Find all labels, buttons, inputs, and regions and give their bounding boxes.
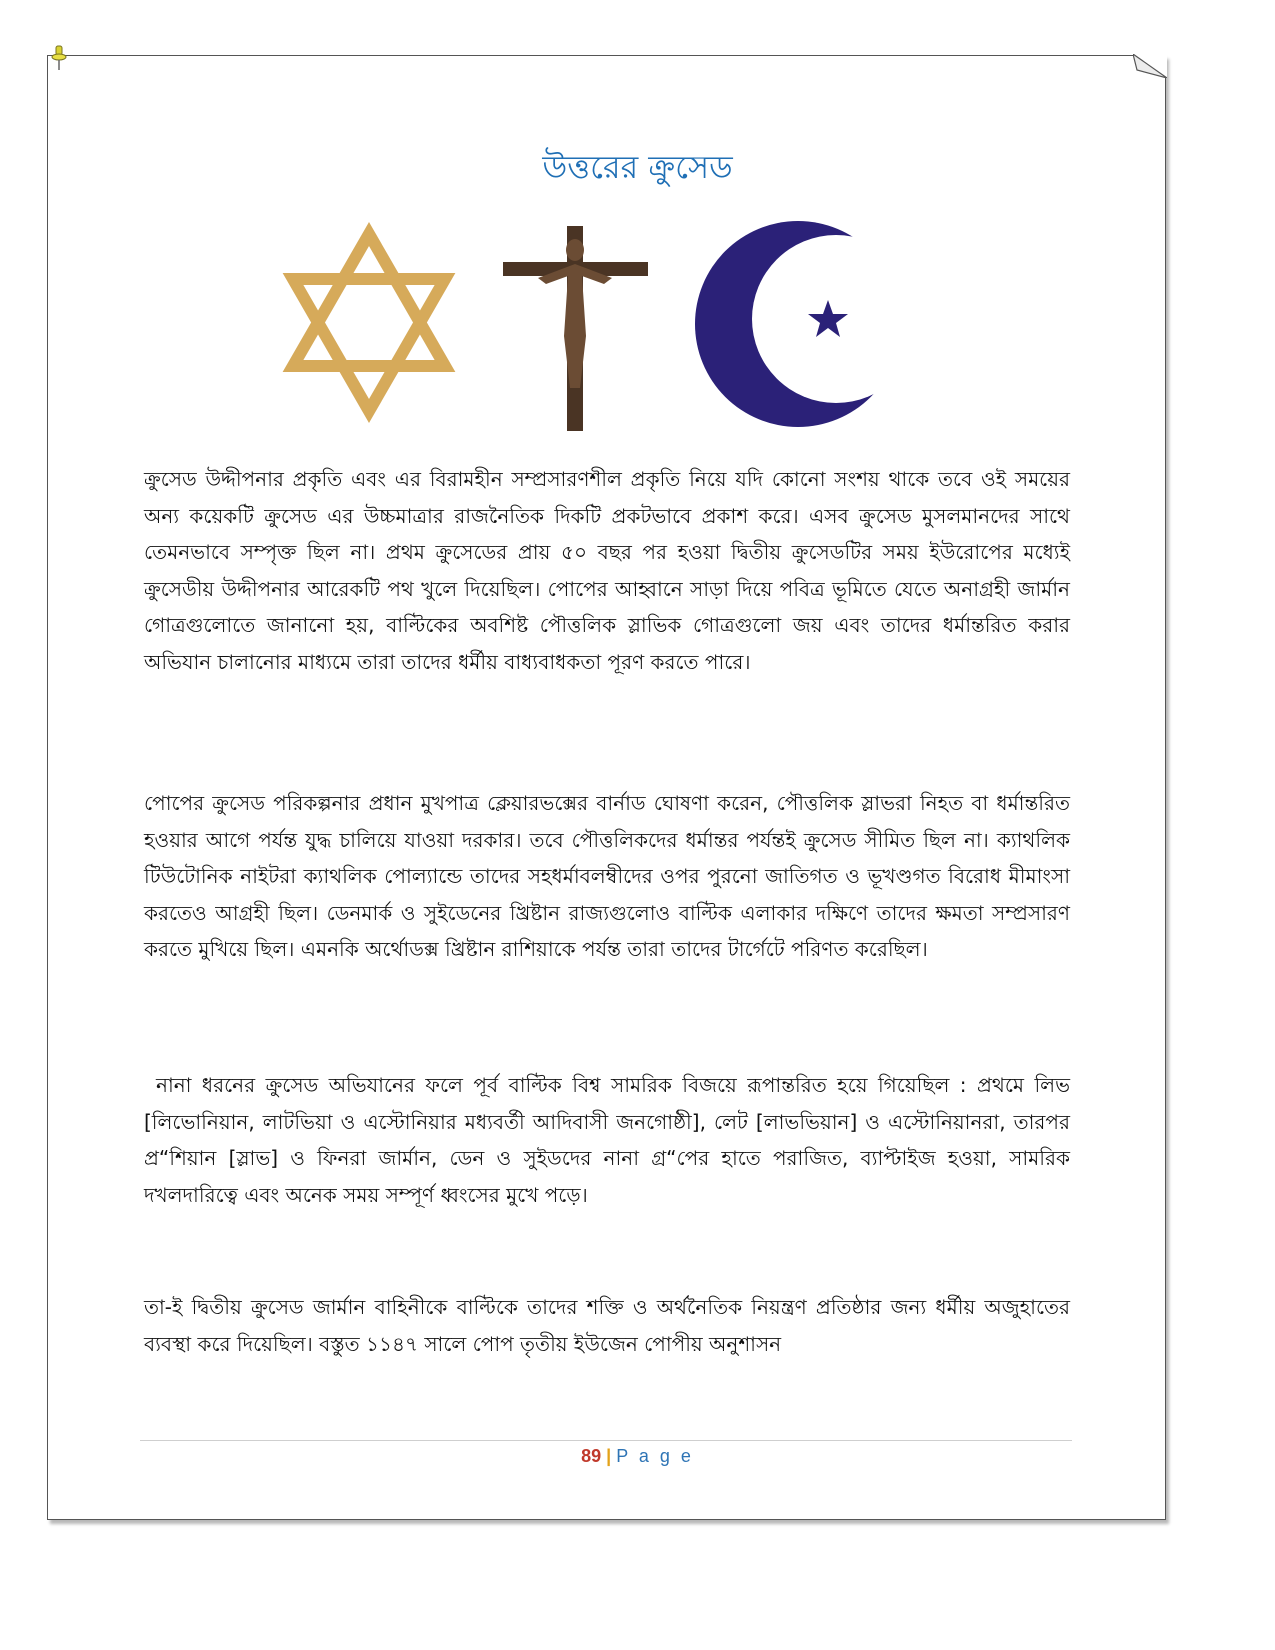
paragraph-3: নানা ধরনের ক্রুসেড অভিযানের ফলে পূর্ব বাল্টিক বিশ্ব সামরিক বিজয়ে রূপান্তরিত হয়ে গিয়েছিল : প্রথমে লিভ [লিভোনিয়ান, লাটভিয়া ও এস্টোনিয়ার মধ্যবর্তী আদিবাসী জনগোষ্ঠী], লেট [লাভভিয়ান] ও এস্টোনিয়ানরা, তারপর প্র“শিয়ান [স্লাভ] ও ফিনরা জার্মান, ডেন ও সুইডদের নানা গ্র“পের হাতে পরাজিত, ব্যাপ্টাইজ হওয়া, সামরিক দখলদারিত্বে এবং অনেক সময় সম্পূর্ণ ধ্বংসের মুখে পড়ে। xyxy=(144,1073,1070,1207)
page-title: উত্তরের ক্রুসেড xyxy=(542,148,733,186)
paragraph-2: পোপের ক্রুসেড পরিকল্পনার প্রধান মুখপাত্র ক্লেয়ারভক্সের বার্নাড ঘোষণা করেন, পৌত্তলিক স্লাভরা নিহত বা ধর্মান্তরিত হওয়ার আগে পর্যন্ত যুদ্ধ চালিয়ে যাওয়া দরকার। তবে পৌত্তলিকদের ধর্মান্তর পর্যন্তই ক্রুসেড সীমিত ছিল না। ক্যাথলিক টিউটোনিক নাইটরা ক্যাথলিক পোল্যান্ডে তাদের সহধর্মাবলম্বীদের ওপর পুরনো জাতিগত ও ভূখণ্ডগত বিরোধ মীমাংসা করতেও আগ্রহী ছিল। ডেনমার্ক ও সুইডেনের খ্রিষ্টান রাজ্যগুলোও বাল্টিক এলাকার দক্ষিণে তাদের ক্ষমতা সম্প্রসারণ করতে মুখিয়ে ছিল। এমনকি অর্থোডক্স খ্রিষ্টান রাশিয়াকে পর্যন্ত তারা তাদের টার্গেটে পরিণত করেছিল। xyxy=(144,791,1070,961)
footer-divider xyxy=(140,1440,1072,1441)
pushpin-icon xyxy=(50,44,68,72)
paragraph-1: ক্রুসেড উদ্দীপনার প্রকৃতি এবং এর বিরামহীন সম্প্রসারণশীল প্রকৃতি নিয়ে যদি কোনো সংশয় থাকে তবে ওই সময়ের অন্য কয়েকটি ক্রুসেড এর উচ্চমাত্রার রাজনৈতিক দিকটি প্রকটভাবে প্রকাশ করে। এসব ক্রুসেড মুসলমানদের সাথে তেমনভাবে সম্পৃক্ত ছিল না। প্রথম ক্রুসেডের প্রায় ৫০ বছর পর হওয়া দ্বিতীয় ক্রুসেডটির সময় ইউরোপের মধ্যেই ক্রুসেডীয় উদ্দীপনার আরেকটি পথ খুলে দিয়েছিল। পোপের আহ্বানে সাড়া দিয়ে পবিত্র ভূমিতে যেতে অনাগ্রহী জার্মান গোত্রগুলোতে জানানো হয়, বাল্টিকের অবশিষ্ট পৌত্তলিক স্লাভিক গোত্রগুলো জয় এবং তাদের ধর্মান্তরিত করার অভিযান চালানোর মাধ্যমে তারা তাদের ধর্মীয় বাধ্যবাধকতা পূরণ করতে পারে। xyxy=(144,467,1070,674)
page-footer xyxy=(0,1446,1275,1467)
crescent-star-icon xyxy=(695,221,920,427)
page-number: 89 xyxy=(581,1446,602,1466)
page-separator: | xyxy=(606,1446,612,1466)
paragraph-4: তা-ই দ্বিতীয় ক্রুসেড জার্মান বাহিনীকে বাল্টিকে তাদের শক্তি ও অর্থনৈতিক নিয়ন্ত্রণ প্রতিষ্ঠার জন্য ধর্মীয় অজুহাতের ব্যবস্থা করে দিয়েছিল। বস্তুত ১১৪৭ সালে পোপ তৃতীয় ইউজেন পোপীয় অনুশাসন xyxy=(144,1295,1070,1356)
religious-symbols-image xyxy=(258,206,984,451)
crucifix-icon xyxy=(503,226,648,431)
star-of-david-icon xyxy=(293,234,445,411)
page-corner-fold-icon xyxy=(1133,54,1167,78)
page-label: P a g e xyxy=(616,1446,694,1466)
